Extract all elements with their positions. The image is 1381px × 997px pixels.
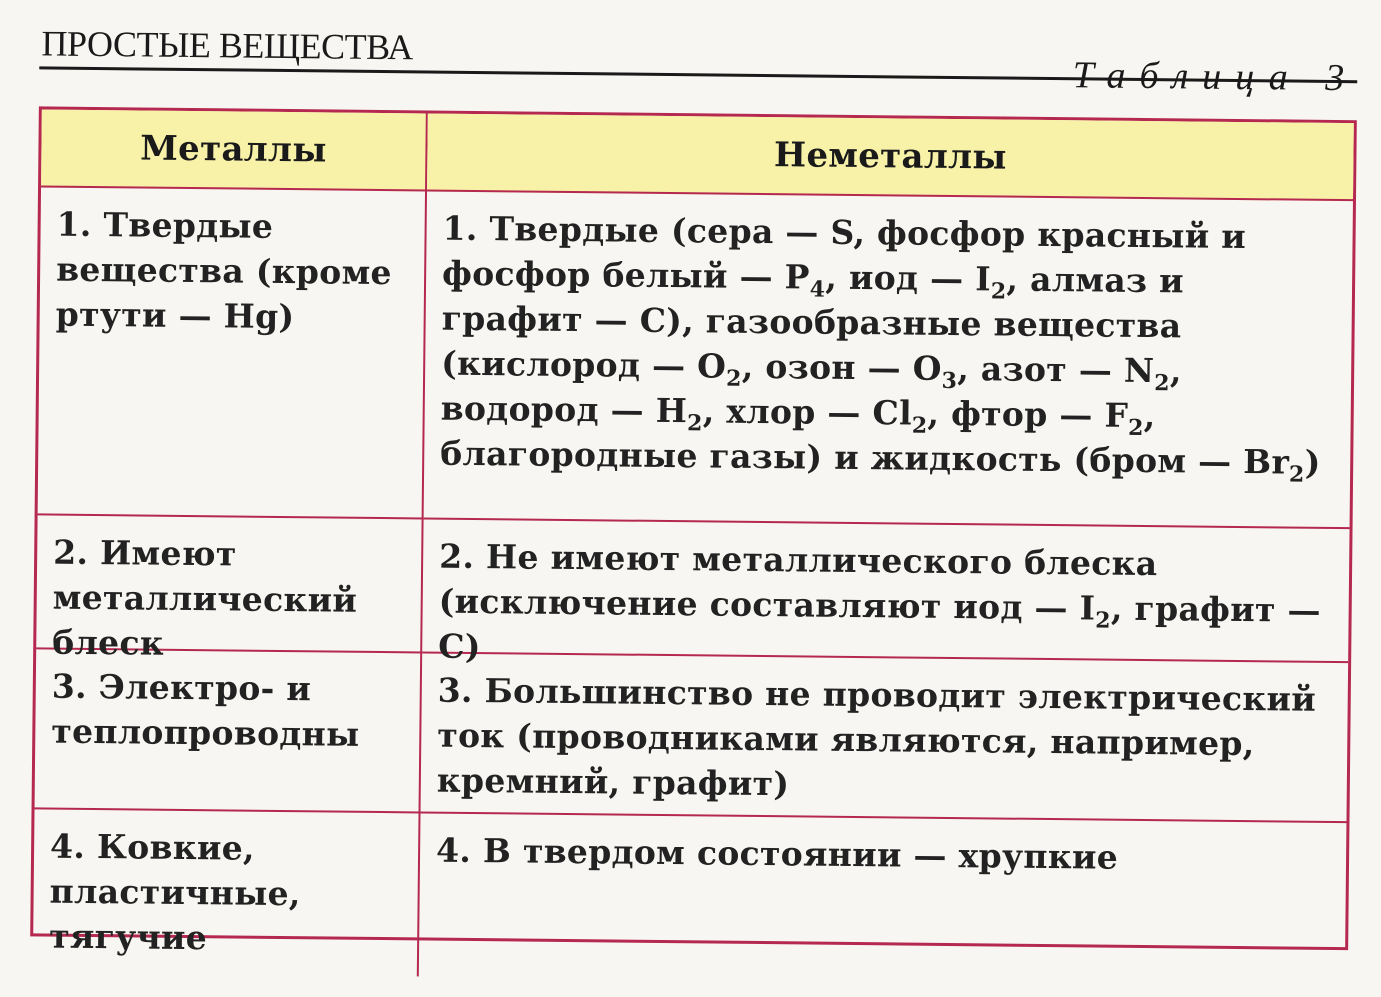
section-title: ПРОСТЫЕ ВЕЩЕСТВА bbox=[41, 23, 414, 68]
chemical-subscript: 2 bbox=[1095, 607, 1111, 634]
nonmetal-cell-3: 3. Большинство не проводит электрический ток (проводниками являются, например, кремний, графит) bbox=[421, 653, 1349, 823]
header-nonmetals: Неметаллы bbox=[427, 113, 1354, 201]
metal-cell-2: 2. Имеют металлический блеск bbox=[36, 515, 423, 653]
chemical-subscript: 2 bbox=[1288, 461, 1305, 488]
nonmetal-cell-1: 1. Твердые (сера — S, фосфор красный и фосфор белый — $P_4$, иод — $I_2$, алмаз и графит — C), газообразные вещества (кислород — $O_2$, озон — $O_3$, азот — $N_2$, водород — $H_2$, хлор — $Cl_2$, фтор — $F_2$, благородные газы) и жидкость (бром — $Br_2$) bbox=[424, 191, 1353, 529]
metal-cell-4: 4. Ковкие, пластичные, тягучие bbox=[33, 809, 421, 976]
metal-cell-1: 1. Твердые вещества (кроме ртути — Hg) bbox=[38, 187, 427, 519]
metal-cell-3: 3. Электро- и теплопроводны bbox=[35, 649, 423, 813]
chemical-subscript: 2 bbox=[1154, 370, 1170, 397]
simple-substances-table bbox=[30, 106, 1357, 958]
chemical-subscript: 4 bbox=[809, 276, 826, 303]
chemical-subscript: 2 bbox=[1127, 414, 1144, 441]
chemical-subscript: 2 bbox=[725, 365, 742, 392]
chemical-subscript: 2 bbox=[686, 410, 703, 437]
chemical-subscript: 2 bbox=[990, 278, 1007, 305]
nonmetal-cell-4: 4. В твердом состоянии — хрупкие bbox=[435, 830, 1119, 877]
header-metals: Металлы bbox=[41, 109, 428, 191]
table-number-label: Таблица 3 bbox=[1072, 54, 1359, 100]
nonmetal-cell-2: 2. Не имеют металлического блеска (исключение составляют иод — $I_2$, графит — C) bbox=[422, 519, 1349, 663]
chemical-subscript: 2 bbox=[911, 412, 928, 439]
chemical-subscript: 3 bbox=[941, 367, 958, 395]
